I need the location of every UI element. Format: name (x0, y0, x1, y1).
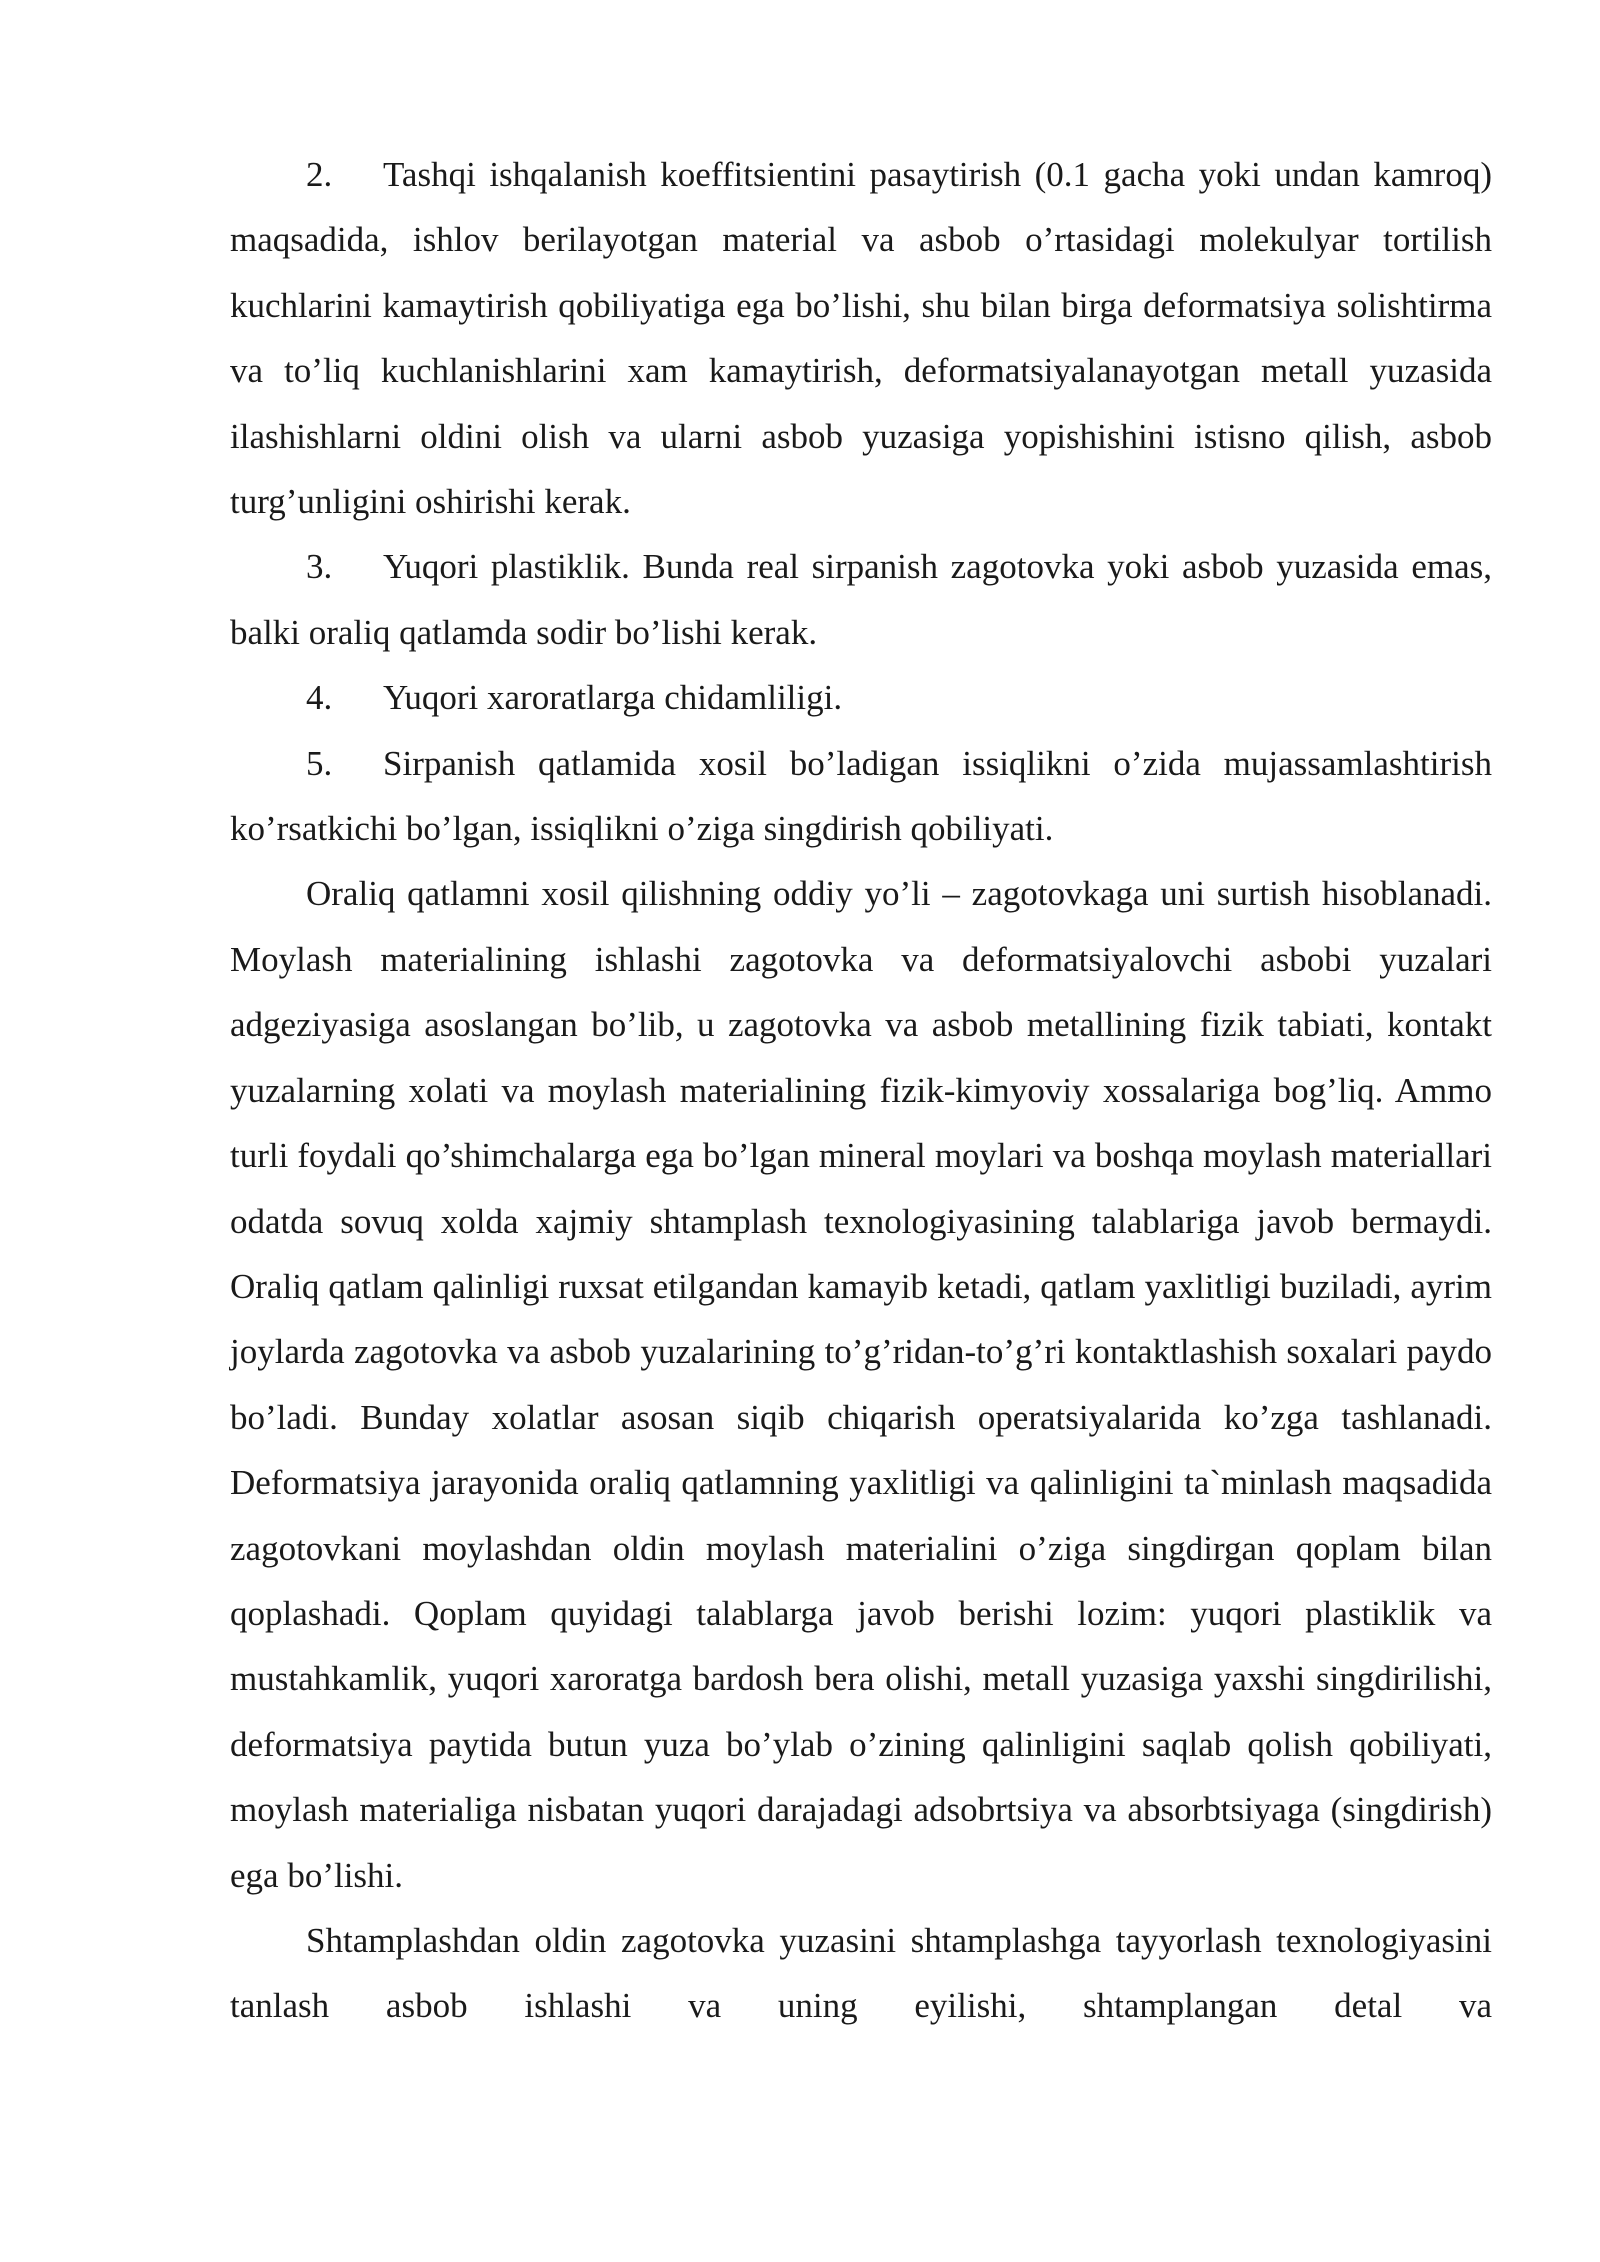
list-item-4 (230, 665, 1492, 730)
list-item-text: Yuqori xaroratlarga chidamliligi. (383, 678, 843, 718)
list-item-text: Sirpanish qatlamida xosil bo’ladigan issiqlikni o’zida mujassamlashtirish ko’rsatkichi bo’lgan, issiqlikni o’ziga singdirish qobiliyati. (230, 743, 1492, 849)
list-item-text: Tashqi ishqalanish koeffitsientini pasaytirish (0.1 gacha yoki undan kamroq) maqsadida, ishlov berilayotgan material va asbob o’rtasidagi molekulyar tortilish kuchlarini kamaytirish qobiliyatiga ega bo’lishi, shu bilan birga deformatsiya solishtirma va to’liq kuchlanishlarini xam kamaytirish, deformatsiyalanayotgan metall yuzasida ilashishlarni oldini olish va ularni asbob yuzasiga yopishishini istisno qilish, asbob turg’unligini oshirishi kerak. (230, 155, 1492, 522)
paragraph-surface-preparation: Shtamplashdan oldin zagotovka yuzasini shtamplashga tayyorlash texnologiyasini tanlash asbob ishlashi va uning eyilishi, shtamplangan detal va (230, 1920, 1492, 2026)
list-item-5 (230, 731, 1492, 862)
list-item-number: 3. (306, 547, 333, 587)
list-item-number: 5. (306, 743, 333, 783)
list-item-2 (230, 142, 1492, 534)
list-item-number: 4. (306, 678, 333, 718)
document-body (230, 142, 1492, 2039)
list-item-text: Yuqori plastiklik. Bunda real sirpanish zagotovka yoki asbob yuzasida emas, balki oraliq qatlamda sodir bo’lishi kerak. (230, 547, 1492, 652)
list-item-number: 2. (306, 155, 333, 194)
list-item-3 (230, 534, 1492, 665)
paragraph-intermediate-layer: Oraliq qatlamni xosil qilishning oddiy yo’li – zagotovkaga uni surtish hisoblanadi. Moylash materialining ishlashi zagotovka va deformatsiyalovchi asbobi yuzalari adgeziyasiga asoslangan bo’lib, u zagotovka va asbob metallining fizik tabiati, kontakt yuzalarning xolati va moylash materialining fizik-kimyoviy xossalariga bog’liq. Ammo turli foydali qo’shimchalarga ega bo’lgan mineral moylari va boshqa moylash materiallari odatda sovuq xolda xajmiy shtamplash texnologiyasining talablariga javob bermaydi. Oraliq qatlam qalinligi ruxsat etilgandan kamayib ketadi, qatlam yaxlitligi buziladi, ayrim joylarda zagotovka va asbob yuzalarining to’g’ridan-to’g’ri kontaktlashish soxalari paydo bo’ladi. Bunday xolatlar asosan siqib chiqarish operatsiyalarida ko’zga tashlanadi. Deformatsiya jarayonida oraliq qatlamning yaxlitligi va qalinligini ta`minlash maqsadida zagotovkani moylashdan oldin moylash materialini o’ziga singdirgan qoplam bilan qoplashadi. Qoplam quyidagi talablarga javob berishi lozim: yuqori plastiklik va mustahkamlik, yuqori xaroratga bardosh bera olishi, metall yuzasiga yaxshi singdirilishi, deformatsiya paytida butun yuza bo’ylab o’zining qalinligini saqlab qolish qobiliyati, moylash materialiga nisbatan yuqori darajadagi adsobrtsiya va absorbtsiyaga (singdirish) ega bo’lishi. (230, 874, 1492, 1895)
